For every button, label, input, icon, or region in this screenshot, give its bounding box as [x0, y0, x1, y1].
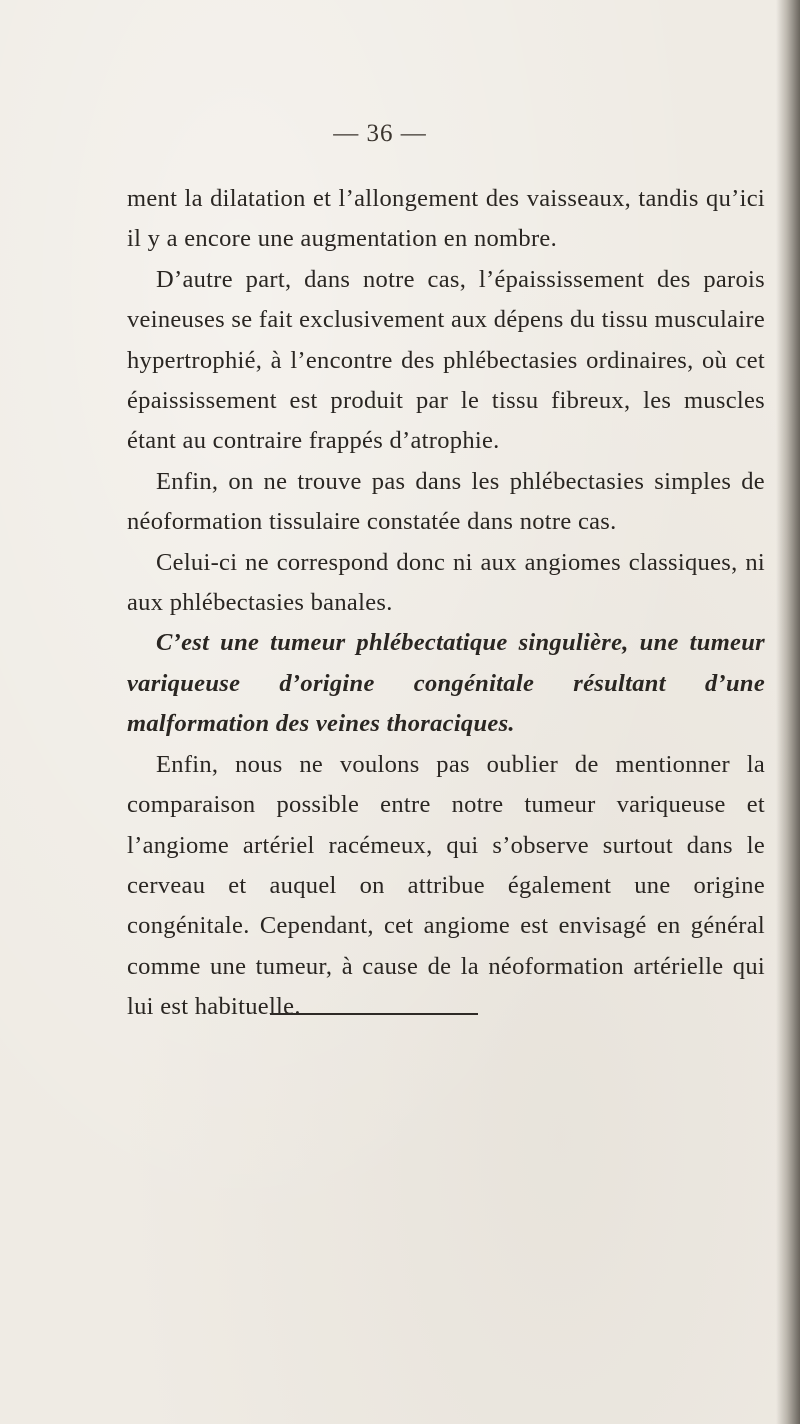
paragraph-classification: Celui-ci ne correspond donc ni aux angiomes classiques, ni aux phlébectasies banales. [127, 548, 765, 617]
page-number: — 36 — [333, 120, 427, 147]
body-text [127, 179, 765, 1028]
paragraph-vein-walls: D’autre part, dans notre cas, l’épaississement des parois veineuses se fait exclusivement aux dépens du tissu musculaire hypertrophié, à l’encontre des phlébectasies ordinaires, où cet épaississement est produit par le tissu fibreux, les muscles étant au contraire frappés d’atrophie. [127, 265, 765, 455]
paragraph-simple-phlebectasia: Enfin, on ne trouve pas dans les phlébectasies simples de néoformation tissulaire constatée dans notre cas. [127, 467, 765, 536]
paragraph-conclusion-emphasis: C’est une tumeur phlébectatique singulière, une tumeur variqueuse d’origine congénitale résultant d’une malformation des veines thoraciques. [127, 629, 765, 738]
paragraph-comparison: Enfin, nous ne voulons pas oublier de mentionner la comparaison possible entre notre tumeur variqueuse et l’angiome artériel racémeux, qui s’observe surtout dans le cerveau et auquel on attribue également une origine congénitale. Cependant, cet angiome est envisagé en général comme une tumeur, à cause de la néoformation artérielle qui lui est habituelle. [127, 750, 765, 1021]
paragraph-continuation: ment la dilatation et l’allongement des vaisseaux, tandis qu’ici il y a encore une augmentation en nombre. [127, 185, 765, 253]
page-edge-shadow [776, 0, 800, 1424]
section-divider [270, 1013, 478, 1015]
